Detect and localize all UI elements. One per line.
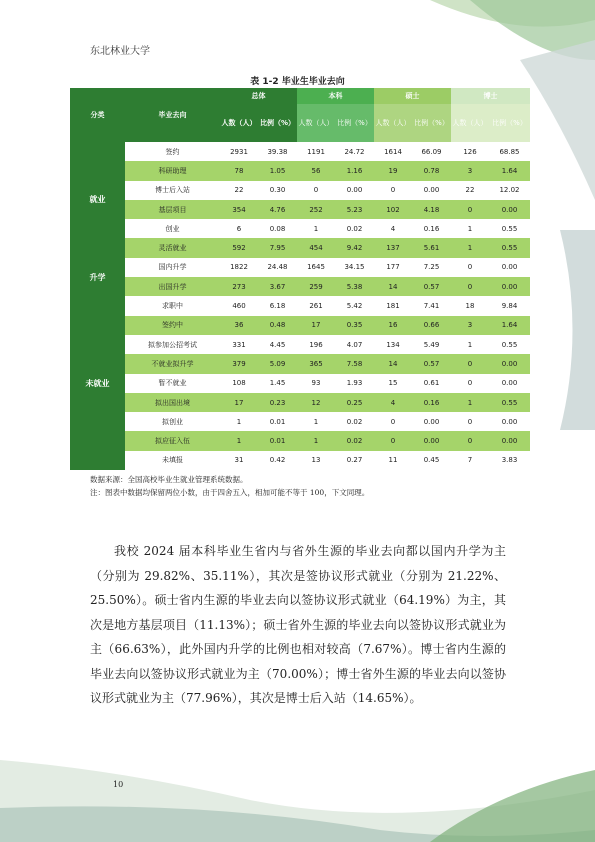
header-count: 人数（人）: [374, 104, 412, 142]
table-cell: 6: [220, 219, 258, 238]
table-cell: 5.49: [412, 335, 451, 354]
graduate-destination-table: [70, 88, 530, 470]
table-cell: 1: [451, 238, 489, 257]
table-cell: 1614: [374, 142, 412, 161]
table-cell: 102: [374, 200, 412, 219]
header-count: 人数（人）: [297, 104, 335, 142]
table-cell: 7: [451, 451, 489, 470]
table-row: [70, 451, 530, 470]
table-cell: 1: [297, 431, 335, 450]
table-cell: 0.23: [258, 393, 297, 412]
table-cell: 0.16: [412, 393, 451, 412]
table-cell: 1: [451, 335, 489, 354]
table-cell: 7.25: [412, 258, 451, 277]
table-cell: 4: [374, 393, 412, 412]
header-group-bachelor: 本科: [297, 88, 374, 104]
destination-label: 拟出国出境: [125, 393, 220, 412]
table-cell: 0.00: [335, 181, 374, 200]
table-row: [70, 161, 530, 180]
table-cell: 0.00: [489, 354, 530, 373]
category-cell: 就业: [70, 142, 125, 258]
table-cell: 0.00: [489, 277, 530, 296]
table-cell: 19: [374, 161, 412, 180]
table-cell: 181: [374, 296, 412, 315]
destination-label: 签约中: [125, 316, 220, 335]
table-body: [70, 142, 530, 470]
table-cell: 5.09: [258, 354, 297, 373]
table-row: [70, 393, 530, 412]
table-cell: 68.85: [489, 142, 530, 161]
table-cell: 24.48: [258, 258, 297, 277]
header-destination: 毕业去向: [125, 88, 220, 142]
table-cell: 177: [374, 258, 412, 277]
table-cell: 14: [374, 277, 412, 296]
destination-label: 基层项目: [125, 200, 220, 219]
table-cell: 18: [451, 296, 489, 315]
table-cell: 0.57: [412, 277, 451, 296]
table-cell: 1: [451, 393, 489, 412]
table-cell: 108: [220, 374, 258, 393]
table-cell: 1.64: [489, 161, 530, 180]
destination-label: 创业: [125, 219, 220, 238]
table-cell: 354: [220, 200, 258, 219]
table-cell: 24.72: [335, 142, 374, 161]
destination-label: 签约: [125, 142, 220, 161]
table-cell: 34.15: [335, 258, 374, 277]
destination-label: 拟参加公招考试: [125, 335, 220, 354]
table-row: [70, 238, 530, 257]
table-cell: 13: [297, 451, 335, 470]
table-row: [70, 181, 530, 200]
table-cell: 5.38: [335, 277, 374, 296]
table-cell: 0.61: [412, 374, 451, 393]
table-cell: 0.27: [335, 451, 374, 470]
table-cell: 0: [297, 181, 335, 200]
table-row: [70, 219, 530, 238]
destination-label: 拟创业: [125, 412, 220, 431]
table-title: 表 1-2 毕业生毕业去向: [250, 77, 345, 87]
table-notes: [90, 473, 369, 499]
table-cell: 1191: [297, 142, 335, 161]
table-cell: 66.09: [412, 142, 451, 161]
table-cell: 0.00: [489, 258, 530, 277]
table-cell: 0.30: [258, 181, 297, 200]
table-cell: 4.07: [335, 335, 374, 354]
header-ratio: 比例（%）: [335, 104, 374, 142]
table-cell: 39.38: [258, 142, 297, 161]
header-category: 分类: [70, 88, 125, 142]
table-cell: 0: [374, 431, 412, 450]
table-cell: 22: [220, 181, 258, 200]
table-cell: 1: [297, 412, 335, 431]
table-cell: 3.83: [489, 451, 530, 470]
table-cell: 1: [297, 219, 335, 238]
table-cell: 0.55: [489, 238, 530, 257]
destination-label: 未填报: [125, 451, 220, 470]
table-cell: 0.16: [412, 219, 451, 238]
table-cell: 0.00: [412, 181, 451, 200]
table-cell: 0.02: [335, 431, 374, 450]
table-cell: 259: [297, 277, 335, 296]
table-row: [70, 335, 530, 354]
table-cell: 0.00: [489, 374, 530, 393]
table-cell: 273: [220, 277, 258, 296]
table-row: [70, 142, 530, 161]
table-cell: 0: [374, 181, 412, 200]
table-row: [70, 277, 530, 296]
table-cell: 137: [374, 238, 412, 257]
table-cell: 0.00: [489, 412, 530, 431]
table-cell: 9.84: [489, 296, 530, 315]
table-cell: 0.35: [335, 316, 374, 335]
table-row: [70, 296, 530, 315]
table-row: [70, 431, 530, 450]
body-paragraph: 我校 2024 届本科毕业生省内与省外生源的毕业去向都以国内升学为主（分别为 29.82%、35.11%），其次是签协议形式就业（分别为 21.22%、25.50%）。硕士省内生源的毕业去向以签协议形式就业（64.19%）为主，其次是地方基层项目（11.13%）；硕士省外生源的毕业去向以签协议形式就业为主（66.63%），此外国内升学的比例也相对较高（7.67%）。博士省内生源的毕业去向以签协议形式就业为主（70.00%）；博士省外生源的毕业去向以签协议形式就业为主（77.96%），其次是博士后入站（14.65%）。: [90, 544, 506, 705]
header-count: 人数（人）: [220, 104, 258, 142]
header-group-doctor: 博士: [451, 88, 530, 104]
table-cell: 1.93: [335, 374, 374, 393]
table-cell: 4.76: [258, 200, 297, 219]
table-cell: 0.00: [489, 431, 530, 450]
category-cell: 升学: [70, 258, 125, 297]
category-cell: 未就业: [70, 296, 125, 470]
table-cell: 365: [297, 354, 335, 373]
rounding-note: 注：图表中数据均保留两位小数，由于四舍五入，相加可能不等于 100，下文同理。: [90, 488, 370, 497]
table-cell: 11: [374, 451, 412, 470]
table-cell: 252: [297, 200, 335, 219]
table-cell: 196: [297, 335, 335, 354]
table-cell: 36: [220, 316, 258, 335]
table-cell: 1: [220, 431, 258, 450]
table-cell: 0.48: [258, 316, 297, 335]
table-cell: 4.18: [412, 200, 451, 219]
table-row: [70, 354, 530, 373]
table-cell: 0.01: [258, 431, 297, 450]
table-cell: 22: [451, 181, 489, 200]
table-cell: 7.41: [412, 296, 451, 315]
table-cell: 17: [220, 393, 258, 412]
header-group-master: 硕士: [374, 88, 451, 104]
table-row: [70, 258, 530, 277]
table-cell: 0.02: [335, 219, 374, 238]
header-ratio: 比例（%）: [258, 104, 297, 142]
table-cell: 1.64: [489, 316, 530, 335]
table-cell: 7.95: [258, 238, 297, 257]
table-cell: 12: [297, 393, 335, 412]
table-cell: 5.61: [412, 238, 451, 257]
table-cell: 0: [451, 354, 489, 373]
destination-label: 求职中: [125, 296, 220, 315]
table-cell: 0: [451, 258, 489, 277]
table-row: [70, 412, 530, 431]
table-cell: 5.42: [335, 296, 374, 315]
table-cell: 0.57: [412, 354, 451, 373]
table-cell: 0.66: [412, 316, 451, 335]
table-cell: 261: [297, 296, 335, 315]
table-cell: 1645: [297, 258, 335, 277]
table-cell: 0: [451, 277, 489, 296]
table-cell: 0.55: [489, 393, 530, 412]
table-cell: 17: [297, 316, 335, 335]
data-source-note: 数据来源：全国高校毕业生就业管理系统数据。: [90, 475, 248, 484]
table-cell: 126: [451, 142, 489, 161]
table-cell: 592: [220, 238, 258, 257]
table-cell: 93: [297, 374, 335, 393]
table-cell: 0.45: [412, 451, 451, 470]
table-cell: 0.25: [335, 393, 374, 412]
table-cell: 14: [374, 354, 412, 373]
destination-label: 灵活就业: [125, 238, 220, 257]
table-cell: 0.55: [489, 219, 530, 238]
destination-label: 博士后入站: [125, 181, 220, 200]
table-cell: 5.23: [335, 200, 374, 219]
table-cell: 3: [451, 161, 489, 180]
table-cell: 0.78: [412, 161, 451, 180]
table-cell: 0: [451, 412, 489, 431]
destination-label: 拟应征入伍: [125, 431, 220, 450]
table-cell: 7.58: [335, 354, 374, 373]
table-cell: 0: [374, 412, 412, 431]
header-count: 人数（人）: [451, 104, 489, 142]
table-row: [70, 200, 530, 219]
table-cell: 1: [451, 219, 489, 238]
table-cell: 1.16: [335, 161, 374, 180]
header-ratio: 比例（%）: [489, 104, 530, 142]
table-cell: 4.45: [258, 335, 297, 354]
table-cell: 16: [374, 316, 412, 335]
table-cell: 460: [220, 296, 258, 315]
table-cell: 379: [220, 354, 258, 373]
table-cell: 0.00: [489, 200, 530, 219]
table-cell: 0.55: [489, 335, 530, 354]
table-cell: 2931: [220, 142, 258, 161]
table-cell: 1: [220, 412, 258, 431]
table-row: [70, 316, 530, 335]
destination-label: 出国升学: [125, 277, 220, 296]
destination-label: 国内升学: [125, 258, 220, 277]
table-cell: 331: [220, 335, 258, 354]
table-cell: 3: [451, 316, 489, 335]
table-cell: 0: [451, 431, 489, 450]
table-cell: 0.42: [258, 451, 297, 470]
table-cell: 56: [297, 161, 335, 180]
page-number: 10: [113, 780, 124, 789]
table-cell: 3.67: [258, 277, 297, 296]
table-cell: 12.02: [489, 181, 530, 200]
table-row: [70, 374, 530, 393]
table-cell: 1.05: [258, 161, 297, 180]
destination-label: 科研助理: [125, 161, 220, 180]
table-cell: 0.02: [335, 412, 374, 431]
table-cell: 0: [451, 200, 489, 219]
table-cell: 78: [220, 161, 258, 180]
destination-label: 不就业拟升学: [125, 354, 220, 373]
table-cell: 0.08: [258, 219, 297, 238]
table-cell: 9.42: [335, 238, 374, 257]
table-cell: 134: [374, 335, 412, 354]
table-cell: 1.45: [258, 374, 297, 393]
table-cell: 0: [451, 374, 489, 393]
table-cell: 15: [374, 374, 412, 393]
table-cell: 0.00: [412, 431, 451, 450]
header-ratio: 比例（%）: [412, 104, 451, 142]
table-cell: 6.18: [258, 296, 297, 315]
table-cell: 1822: [220, 258, 258, 277]
table-cell: 454: [297, 238, 335, 257]
university-header: 东北林业大学: [90, 46, 150, 57]
table-cell: 0.00: [412, 412, 451, 431]
table-cell: 31: [220, 451, 258, 470]
table-cell: 0.01: [258, 412, 297, 431]
header-group-total: 总体: [220, 88, 297, 104]
destination-label: 暂不就业: [125, 374, 220, 393]
table-cell: 4: [374, 219, 412, 238]
